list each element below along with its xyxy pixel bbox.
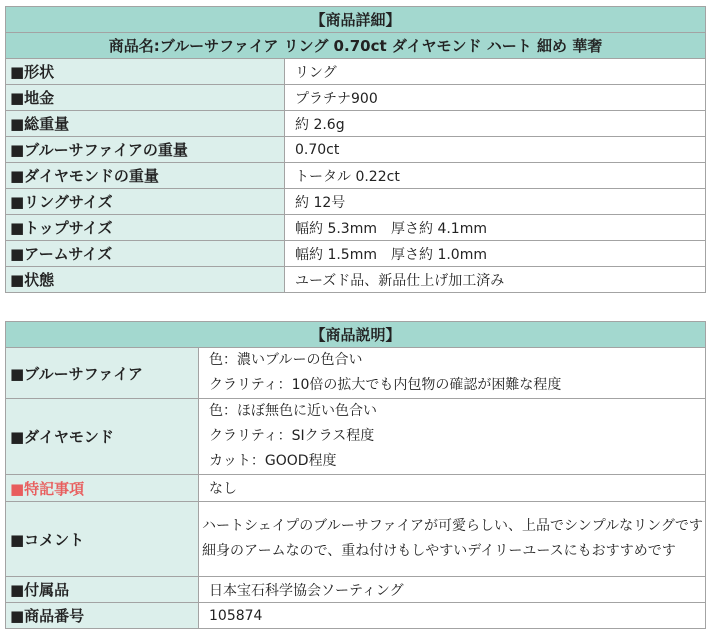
detail-row-total-weight: [6, 111, 706, 137]
product-name: 商品名:ブルーサファイア リング 0.70ct ダイヤモンド ハート 細め 華奢: [6, 33, 706, 59]
detail-value-shape: リング: [285, 59, 706, 85]
detail-label-ring-size: ■リングサイズ: [6, 189, 285, 215]
desc-row-product-number: [6, 603, 706, 629]
detail-row-shape: [6, 59, 706, 85]
detail-label-total-weight: ■総重量: [6, 111, 285, 137]
desc-value-accessories: 日本宝石科学協会ソーティング: [199, 577, 706, 603]
comment-line-1: ハートシェイプのブルーサファイアが可愛らしい、上品でシンプルなリングです: [202, 518, 703, 534]
detail-value-total-weight: 約 2.6g: [285, 111, 706, 137]
detail-value-ring-size: 約 12号: [285, 189, 706, 215]
description-heading: 【商品説明】: [6, 322, 706, 348]
detail-row-ring-size: [6, 189, 706, 215]
desc-row-special-notes: [6, 475, 706, 502]
detail-label-shape: ■形状: [6, 59, 285, 85]
detail-row-metal: [6, 85, 706, 111]
product-name-row: [6, 33, 706, 59]
detail-value-top-size: 幅約 5.3mm 厚さ約 4.1mm: [285, 215, 706, 241]
desc-label-product-number: ■商品番号: [6, 603, 199, 629]
desc-label-accessories: ■付属品: [6, 577, 199, 603]
product-details-table: [5, 6, 706, 293]
detail-row-arm-size: [6, 241, 706, 267]
desc-label-comment: ■コメント: [6, 502, 199, 577]
detail-label-condition: ■状態: [6, 267, 285, 293]
diamond-clarity-line: クラリティ：SIクラス程度: [209, 428, 375, 444]
diamond-color-line: 色：ほぼ無色に近い色合い: [209, 403, 377, 419]
details-heading: 【商品詳細】: [6, 7, 706, 33]
diamond-cut-line: カット：GOOD程度: [209, 453, 337, 469]
detail-value-condition: ユーズド品、新品仕上げ加工済み: [285, 267, 706, 293]
detail-value-arm-size: 幅約 1.5mm 厚さ約 1.0mm: [285, 241, 706, 267]
desc-label-special-notes: ■特記事項: [6, 475, 199, 502]
description-heading-row: [6, 322, 706, 348]
sapphire-clarity-line: クラリティ：10倍の拡大でも内包物の確認が困難な程度: [209, 377, 562, 393]
detail-label-sapphire-weight: ■ブルーサファイアの重量: [6, 137, 285, 163]
desc-value-special-notes: なし: [199, 475, 706, 502]
detail-value-metal: プラチナ900: [285, 85, 706, 111]
details-heading-row: [6, 7, 706, 33]
detail-row-diamond-weight: [6, 163, 706, 189]
desc-label-diamond: ■ダイヤモンド: [6, 399, 199, 475]
desc-row-comment: [6, 502, 706, 577]
desc-row-accessories: [6, 577, 706, 603]
desc-label-blue-sapphire: ■ブルーサファイア: [6, 348, 199, 399]
detail-value-sapphire-weight: 0.70ct: [285, 137, 706, 163]
sapphire-color-line: 色：濃いブルーの色合い: [209, 352, 363, 368]
desc-value-diamond: [199, 399, 706, 475]
desc-value-blue-sapphire: [199, 348, 706, 399]
product-description-table: [5, 321, 706, 629]
detail-label-metal: ■地金: [6, 85, 285, 111]
desc-row-blue-sapphire: [6, 348, 706, 399]
detail-label-diamond-weight: ■ダイヤモンドの重量: [6, 163, 285, 189]
detail-row-condition: [6, 267, 706, 293]
desc-row-diamond: [6, 399, 706, 475]
detail-label-arm-size: ■アームサイズ: [6, 241, 285, 267]
desc-value-comment: [199, 502, 706, 577]
detail-row-top-size: [6, 215, 706, 241]
comment-line-2: 細身のアームなので、重ね付けもしやすいデイリーユースにもおすすめです: [202, 543, 676, 559]
desc-value-product-number: 105874: [199, 603, 706, 629]
detail-value-diamond-weight: トータル 0.22ct: [285, 163, 706, 189]
detail-row-sapphire-weight: [6, 137, 706, 163]
detail-label-top-size: ■トップサイズ: [6, 215, 285, 241]
